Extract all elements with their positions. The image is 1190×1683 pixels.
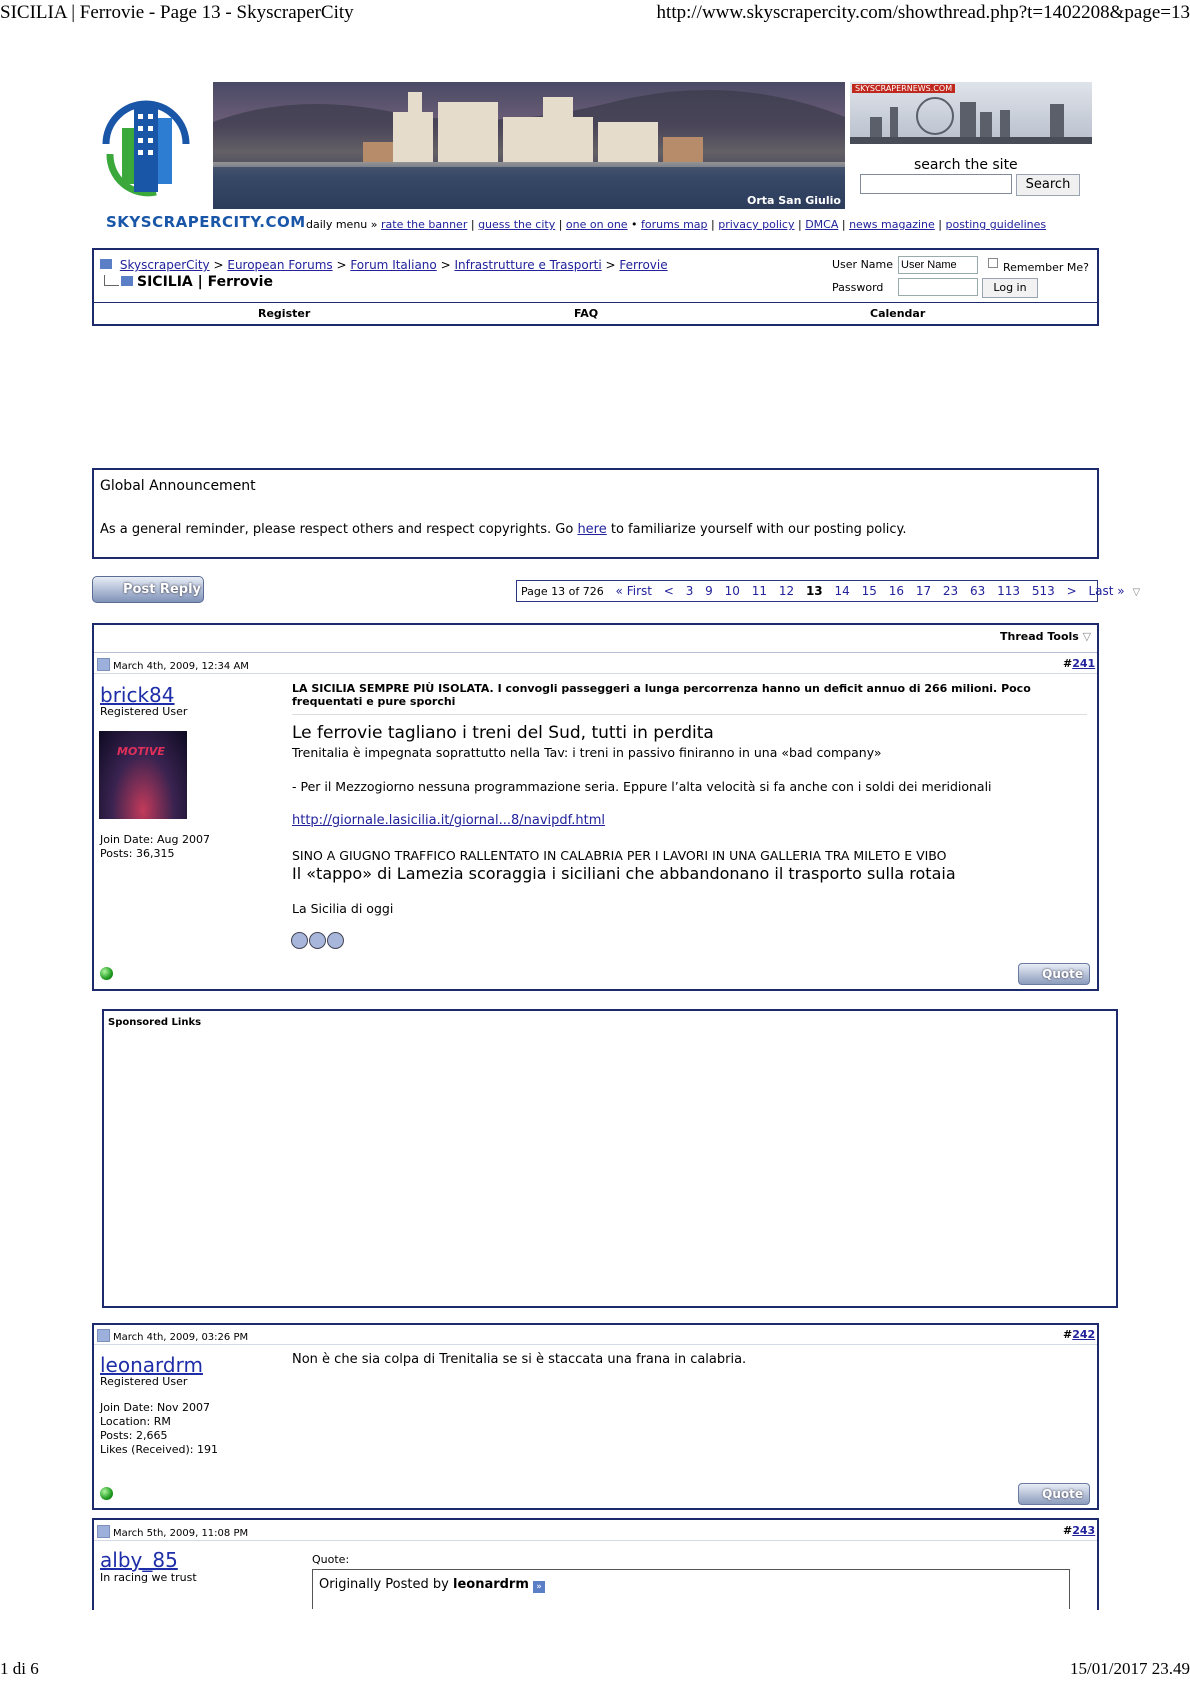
page-info: Page 13 of 726 bbox=[521, 585, 604, 598]
user-title: Registered User bbox=[100, 1375, 188, 1388]
post-date-text: March 5th, 2009, 11:08 PM bbox=[113, 1528, 249, 1539]
user-title: In racing we trust bbox=[100, 1571, 197, 1584]
post-status-icon bbox=[97, 658, 110, 671]
page-link-14[interactable]: 14 bbox=[834, 584, 850, 598]
login-username-input[interactable] bbox=[898, 256, 978, 274]
article-subtitle-2: - Per il Mezzogiorno nessuna programmazione seria. Eppure l’alta velocità si fa anche con i soldi dei meridionali bbox=[292, 779, 992, 794]
thread-title-text: SICILIA | Ferrovie bbox=[137, 274, 273, 290]
banner-caption: Orta San Giulio bbox=[746, 194, 841, 207]
announcement-title: Global Announcement bbox=[100, 478, 256, 494]
post-date bbox=[97, 1525, 248, 1539]
announcement-text-after: to familiarize yourself with our posting policy. bbox=[606, 522, 907, 537]
avatar-text: MOTIVE bbox=[117, 745, 165, 758]
post-date-text: March 4th, 2009, 03:26 PM bbox=[113, 1332, 249, 1343]
quote-by: Originally Posted by bbox=[319, 1577, 449, 1592]
tree-branch-icon bbox=[104, 275, 119, 286]
sponsored-title: Sponsored Links bbox=[108, 1017, 202, 1028]
daily-menu: daily menu » rate the banner | guess the city | one on one • forums map | privacy policy | DMCA | news magazine | posting guidelines bbox=[306, 218, 1047, 231]
post-number bbox=[1063, 1328, 1095, 1341]
remember-me-checkbox[interactable] bbox=[988, 258, 998, 268]
password-label: Password bbox=[832, 281, 884, 294]
page-link-10[interactable]: 10 bbox=[724, 584, 740, 598]
navbar-divider bbox=[92, 302, 1099, 303]
thread-title bbox=[104, 274, 273, 290]
print-datetime: 15/01/2017 23.49 bbox=[1070, 1659, 1190, 1678]
page-link-63[interactable]: 63 bbox=[970, 584, 986, 598]
post-reply-button[interactable] bbox=[92, 576, 204, 603]
smilies bbox=[291, 932, 344, 953]
post-reply-label: Post Reply bbox=[123, 582, 201, 597]
post-status-icon bbox=[97, 1329, 110, 1342]
post-243-left-border bbox=[92, 1518, 94, 1610]
online-status-icon bbox=[100, 1487, 113, 1500]
announcement-text-before: As a general reminder, please respect others and respect copyrights. Go bbox=[100, 522, 578, 537]
search-label: search the site bbox=[914, 157, 1018, 173]
nav-faq[interactable]: FAQ bbox=[574, 307, 599, 320]
view-post-arrow-icon[interactable]: » bbox=[533, 1581, 545, 1593]
login-password-input[interactable] bbox=[898, 278, 978, 296]
page-link-12[interactable]: 12 bbox=[778, 584, 795, 598]
likes-received: Likes (Received): 191 bbox=[100, 1443, 218, 1456]
post-number-link[interactable]: 243 bbox=[1072, 1524, 1096, 1537]
post-headline: LA SICILIA SEMPRE PIÙ ISOLATA. I convogli passeggeri a lunga percorrenza hanno un deficit annuo di 266 milioni. Poco frequentati e pure sporchi bbox=[292, 682, 1031, 708]
pagination bbox=[516, 580, 1141, 602]
menu-rate-the-banner[interactable]: rate the banner bbox=[381, 218, 468, 231]
folder-icon bbox=[121, 276, 133, 286]
home-icon[interactable] bbox=[100, 259, 112, 269]
quote-button-label: Quote bbox=[1042, 967, 1083, 981]
thread-tools-label: Thread Tools bbox=[1000, 630, 1079, 643]
remember-me-label: Remember Me? bbox=[1003, 261, 1089, 274]
post-header-divider bbox=[94, 652, 1097, 653]
article-source: La Sicilia di oggi bbox=[292, 901, 394, 916]
post-243-top-border bbox=[92, 1518, 1099, 1520]
post-body-divider bbox=[94, 673, 1097, 674]
post-date-text: March 4th, 2009, 12:34 AM bbox=[113, 661, 249, 672]
nav-calendar[interactable]: Calendar bbox=[870, 307, 926, 320]
join-date: Join Date: Aug 2007 bbox=[100, 833, 210, 846]
page-link-23[interactable]: 23 bbox=[942, 584, 959, 598]
print-url: http://www.skyscrapercity.com/showthread.php?t=1402208&page=13 bbox=[656, 2, 1190, 23]
logo-text-value: SKYSCRAPERCITY.COM bbox=[106, 213, 306, 231]
post-body-divider bbox=[94, 1344, 1097, 1345]
announcement-link[interactable]: here bbox=[577, 522, 607, 537]
article-link[interactable]: http://giornale.lasicilia.it/giornal...8/navipdf.html bbox=[292, 813, 606, 828]
post-count: Posts: 2,665 bbox=[100, 1429, 168, 1442]
username-label: User Name bbox=[832, 258, 894, 271]
menu-forums-map[interactable]: forums map bbox=[641, 218, 708, 231]
page-menu-chevron-icon[interactable]: ▽ bbox=[1132, 587, 1141, 598]
breadcrumb-forum-italiano[interactable]: Forum Italiano bbox=[350, 258, 437, 272]
breadcrumb-ferrovie[interactable]: Ferrovie bbox=[619, 258, 668, 272]
page-first[interactable]: « First bbox=[615, 584, 652, 598]
post-date bbox=[97, 1329, 248, 1343]
search-button[interactable]: Search bbox=[1016, 174, 1080, 196]
username-link[interactable]: alby_85 bbox=[100, 1548, 178, 1572]
quote-attribution bbox=[319, 1577, 545, 1593]
page-link-17[interactable]: 17 bbox=[915, 584, 932, 598]
breadcrumb: SkyscraperCity > European Forums > Forum Italiano > Infrastrutture e Trasporti > Ferrovie bbox=[100, 258, 668, 272]
quote-button[interactable] bbox=[1018, 963, 1090, 985]
post-243-right-border bbox=[1097, 1518, 1099, 1610]
menu-guess-the-city[interactable]: guess the city bbox=[478, 218, 556, 231]
page-link-16[interactable]: 16 bbox=[888, 584, 904, 598]
menu-news-magazine[interactable]: news magazine bbox=[849, 218, 935, 231]
nav-register[interactable]: Register bbox=[258, 307, 311, 320]
user-location: Location: RM bbox=[100, 1415, 171, 1428]
post-number bbox=[1063, 1524, 1095, 1537]
news-thumbnail[interactable] bbox=[850, 82, 1092, 144]
online-status-icon bbox=[100, 967, 113, 980]
breadcrumb-infrastrutture[interactable]: Infrastrutture e Trasporti bbox=[454, 258, 602, 272]
post-number-prefix: # bbox=[1063, 1328, 1073, 1341]
post-date bbox=[97, 658, 249, 672]
sponsored-links bbox=[102, 1009, 1118, 1308]
menu-dmca[interactable]: DMCA bbox=[805, 218, 839, 231]
logo-text bbox=[106, 213, 306, 231]
announcement-text bbox=[100, 522, 907, 537]
page-last[interactable]: Last » bbox=[1088, 584, 1125, 598]
post-number-link[interactable]: 242 bbox=[1072, 1328, 1096, 1341]
page-current: 13 bbox=[805, 584, 823, 598]
page-link-15[interactable]: 15 bbox=[861, 584, 877, 598]
post-number-prefix: # bbox=[1063, 657, 1073, 670]
page-prev[interactable]: < bbox=[663, 584, 674, 598]
article-title-2: Il «tappo» di Lamezia scoraggia i siciliani che abbandonano il trasporto sulla rotaia bbox=[292, 864, 956, 883]
post-count: Posts: 36,315 bbox=[100, 847, 175, 860]
headline-divider bbox=[292, 714, 1087, 715]
username-link[interactable]: leonardrm bbox=[100, 1353, 203, 1377]
page-link-513[interactable]: 513 bbox=[1031, 584, 1055, 598]
page-next[interactable]: > bbox=[1066, 584, 1077, 598]
post-number bbox=[1063, 657, 1095, 670]
page-link-113[interactable]: 113 bbox=[997, 584, 1021, 598]
quote-button-label: Quote bbox=[1042, 1487, 1083, 1501]
breadcrumb-european-forums[interactable]: European Forums bbox=[227, 258, 333, 272]
article-title-1: Le ferrovie tagliano i treni del Sud, tutti in perdita bbox=[292, 723, 714, 743]
sad-smiley-icon bbox=[309, 932, 326, 949]
news-tag: SKYSCRAPERNEWS.COM bbox=[852, 84, 955, 93]
quote-label: Quote: bbox=[312, 1553, 350, 1566]
avatar[interactable] bbox=[99, 731, 187, 819]
post-number-prefix: # bbox=[1063, 1524, 1073, 1537]
banner-image[interactable] bbox=[213, 82, 845, 209]
post-body-divider bbox=[94, 1540, 1097, 1541]
article-caps: SINO A GIUGNO TRAFFICO RALLENTATO IN CALABRIA PER I LAVORI IN UNA GALLERIA TRA MILETO E VIBO bbox=[292, 848, 947, 863]
page-link-3[interactable]: 3 bbox=[685, 584, 694, 598]
post-241 bbox=[92, 623, 1099, 991]
sad-smiley-icon bbox=[291, 932, 308, 949]
menu-one-on-one[interactable]: one on one bbox=[565, 218, 628, 231]
menu-posting-guidelines[interactable]: posting guidelines bbox=[945, 218, 1047, 231]
join-date: Join Date: Nov 2007 bbox=[100, 1401, 210, 1414]
post-text: Non è che sia colpa di Trenitalia se si è staccata una frana in calabria. bbox=[292, 1352, 747, 1367]
login-button[interactable]: Log in bbox=[982, 278, 1038, 298]
print-title: SICILIA | Ferrovie - Page 13 - SkyscraperCity bbox=[0, 2, 354, 23]
page-link-11[interactable]: 11 bbox=[751, 584, 768, 598]
breadcrumb-skyscrapercity[interactable]: SkyscraperCity bbox=[119, 258, 210, 272]
thread-tools[interactable] bbox=[1000, 630, 1091, 643]
username-link[interactable]: brick84 bbox=[100, 683, 175, 707]
daily-menu-label: daily menu » bbox=[306, 218, 378, 231]
chevron-down-icon: ▽ bbox=[1082, 630, 1092, 643]
print-page-of: 1 di 6 bbox=[0, 1659, 39, 1678]
sad-smiley-icon bbox=[327, 932, 344, 949]
post-number-link[interactable]: 241 bbox=[1072, 657, 1096, 670]
search-input[interactable] bbox=[860, 174, 1012, 194]
menu-privacy-policy[interactable]: privacy policy bbox=[718, 218, 795, 231]
page-link-9[interactable]: 9 bbox=[705, 584, 713, 598]
post-status-icon bbox=[97, 1525, 110, 1538]
quote-button[interactable] bbox=[1018, 1483, 1090, 1505]
quote-author: leonardrm bbox=[452, 1577, 529, 1592]
user-title: Registered User bbox=[100, 705, 188, 718]
article-subtitle-1: Trenitalia è impegnata soprattutto nella Tav: i treni in passivo finiranno in una «bad company» bbox=[292, 745, 882, 760]
site-logo[interactable] bbox=[96, 84, 196, 208]
